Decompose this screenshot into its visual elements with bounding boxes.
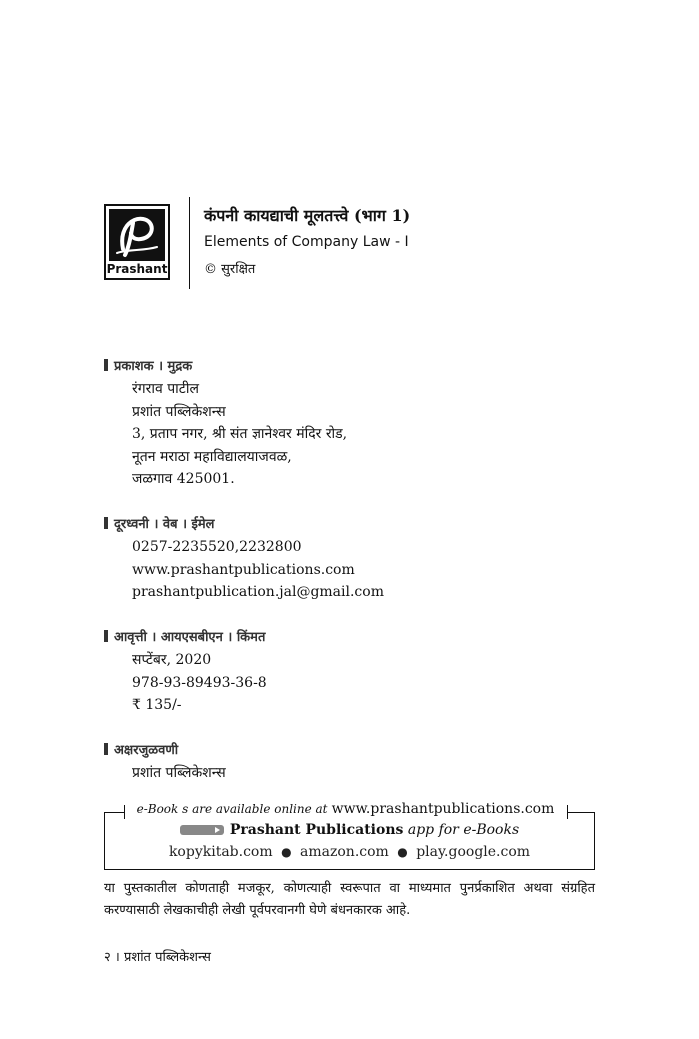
app-for-ebooks-text: app for e-Books <box>407 822 520 838</box>
store-amazon: amazon.com <box>300 844 389 860</box>
bullet-bar-icon <box>104 517 108 529</box>
address-line-3: जळगाव 425001. <box>132 471 235 487</box>
website: www.prashantpublications.com <box>132 561 355 578</box>
store-google-play: play.google.com <box>416 844 531 860</box>
ebooks-app-line <box>105 822 594 838</box>
section-heading: आवृत्ती । आयएसबीएन । किंमत <box>104 627 267 645</box>
bullet-bar-icon <box>104 359 108 371</box>
rights-notice: या पुस्तकातील कोणताही मजकूर, कोणत्याही स्वरूपात वा माध्यमात पुनर्प्रकाशित अथवा संग्रहित करण्यासाठी लेखकाचीही लेखी पूर्वपरवानगी घेणे बंधनकारक आहे. <box>104 881 595 918</box>
ebook-stores <box>105 844 594 860</box>
bullet-bar-icon <box>104 743 108 755</box>
price: ₹ 135/- <box>132 697 182 713</box>
publisher-section <box>104 356 347 491</box>
publisher-name: रंगराव पाटील <box>132 381 199 397</box>
title-block <box>204 204 410 277</box>
section-heading: प्रकाशक । मुद्रक <box>104 356 347 374</box>
typesetter: प्रशांत पब्लिकेशन्स <box>132 765 226 781</box>
store-kopykitab: kopykitab.com <box>168 844 273 860</box>
publisher-logo <box>104 204 170 280</box>
book-title: कंपनी कायद्याची मूलतत्त्वे (भाग 1) <box>204 206 411 225</box>
logo-word: Prashant <box>106 262 168 276</box>
edition-date: सप्टेंबर, 2020 <box>132 652 212 668</box>
ebooks-url: www.prashantpublications.com <box>331 801 555 817</box>
publisher-company: प्रशांत पब्लिकेशन्स <box>132 403 226 420</box>
divider <box>189 197 190 289</box>
download-app-icon <box>180 825 224 835</box>
section-heading: दूरध्वनी । वेब । ईमेल <box>104 514 384 532</box>
phone-number: 0257-2235520,2232800 <box>132 539 302 555</box>
address-line-1: 3, प्रताप नगर, श्री संत ज्ञानेश्वर मंदिर रोड, <box>132 426 348 442</box>
bullet-bar-icon <box>104 630 108 642</box>
ebooks-heading <box>131 801 560 817</box>
edition-section <box>104 627 267 717</box>
contact-section <box>104 514 384 604</box>
bullet-dot-icon: ● <box>281 845 292 859</box>
app-publisher-name: Prashant Publications <box>229 822 404 838</box>
email: prashantpublication.jal@gmail.com <box>132 584 384 600</box>
typesetting-section <box>104 740 226 785</box>
copyright-note: © सुरक्षित <box>204 262 256 277</box>
page-footer: २ । प्रशांत पब्लिकेशन्स <box>104 950 211 965</box>
ebooks-box <box>104 801 595 870</box>
address-line-2: नूतन मराठा महाविद्यालयाजवळ, <box>132 448 292 465</box>
bullet-dot-icon: ● <box>397 845 408 859</box>
logo-p-mark <box>109 209 165 261</box>
ebooks-available-text: e-Book s are available online at <box>136 802 328 816</box>
book-subtitle: Elements of Company Law - I <box>204 234 409 250</box>
isbn: 978-93-89493-36-8 <box>132 674 267 691</box>
section-heading: अक्षरजुळवणी <box>104 740 226 758</box>
